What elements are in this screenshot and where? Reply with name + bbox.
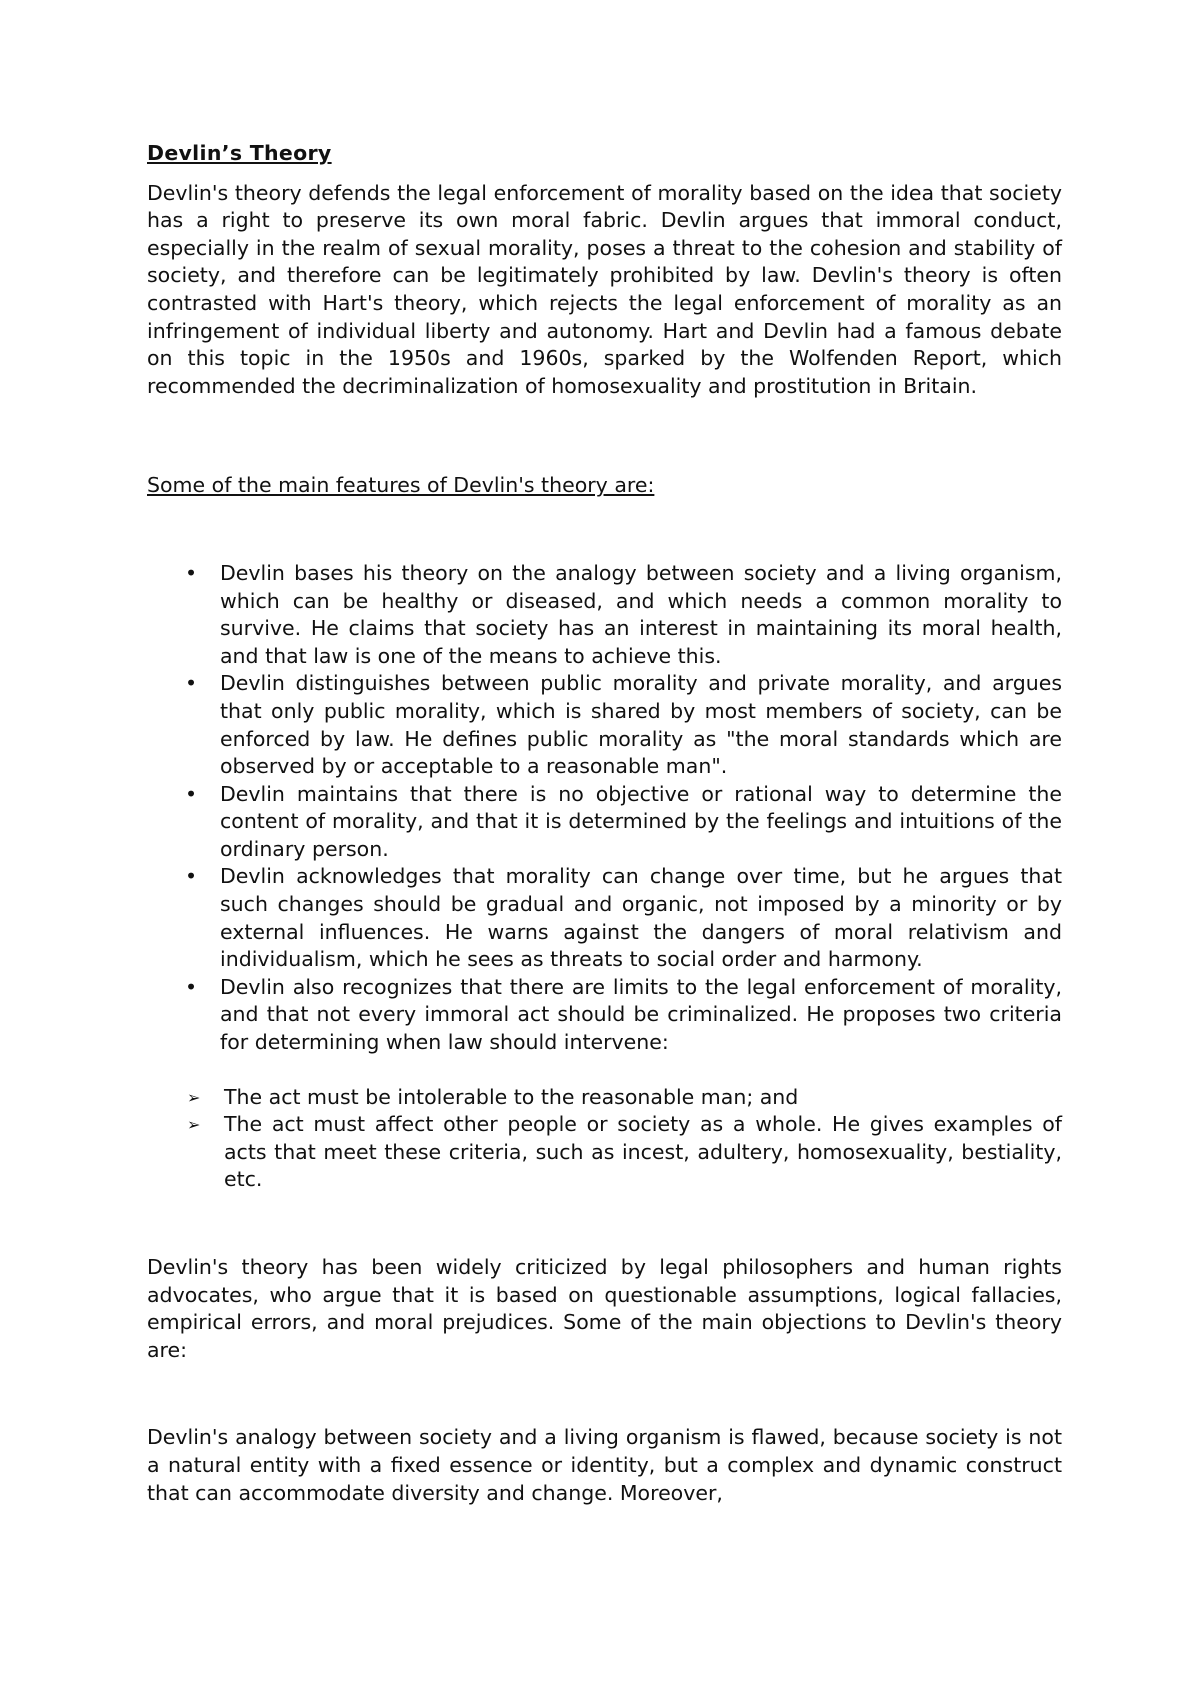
criticism-paragraph: Devlin's theory has been widely criticized by legal philosophers and human rights advocates, who argue that it is based on questionable assumptions, logical fallacies, empirical errors, and moral prejudices. Some of the main objections to Devlin's theory are:: [147, 1255, 1062, 1362]
list-item: [147, 1084, 1062, 1112]
list-item-text: Devlin maintains that there is no objective or rational way to determine the content of morality, and that it is determined by the feelings and intuitions of the ordinary person.: [220, 781, 1062, 861]
intro-paragraph: Devlin's theory defends the legal enforcement of morality based on the idea that society has a right to preserve its own moral fabric. Devlin argues that immoral conduct, especially in the realm of sexual morality, poses a threat to the cohesion and stability of society, and therefore can be legitimately prohibited by law. Devlin's theory is often contrasted with Hart's theory, which rejects the legal enforcement of morality as an infringement of individual liberty and autonomy. Hart and Devlin had a famous debate on this topic in the 1950s and 1960s, sparked by the Wolfenden Report, which recommended the decriminalization of homosexuality and prostitution in Britain.: [147, 180, 1062, 398]
bullet-icon: •: [185, 560, 198, 585]
document-heading: Devlin’s Theory: [147, 141, 332, 165]
criteria-item-text: The act must be intolerable to the reasonable man; and: [224, 1084, 799, 1109]
arrow-bullet-icon: ➢: [187, 1087, 201, 1107]
list-item: [147, 1111, 1062, 1194]
list-item-text: Devlin bases his theory on the analogy between society and a living organism, which can be healthy or diseased, and which needs a common morality to survive. He claims that society has an interest in maintaining its moral health, and that law is one of the means to achieve this.: [220, 560, 1062, 668]
bullet-icon: •: [185, 974, 198, 999]
bullet-icon: •: [185, 781, 198, 806]
list-item-text: Devlin also recognizes that there are limits to the legal enforcement of morality, and that not every immoral act should be criminalized. He proposes two criteria for determining when law should intervene:: [220, 974, 1062, 1055]
criteria-item-text: The act must affect other people or society as a whole. He gives examples of acts that meet these criteria, such as incest, adultery, homosexuality, bestiality, etc.: [224, 1112, 1062, 1192]
list-item: [147, 560, 1062, 670]
list-item-text: Devlin acknowledges that morality can change over time, but he argues that such changes should be gradual and organic, not imposed by a minority or by external influences. He warns against the dangers of moral relativism and individualism, which he sees as threats to social order and harmony.: [220, 864, 1062, 972]
list-item: [147, 781, 1062, 864]
list-item: [147, 670, 1062, 780]
criteria-list: [147, 1084, 1062, 1194]
document-page: [147, 140, 1062, 1507]
bullet-icon: •: [185, 671, 198, 696]
list-item: [147, 974, 1062, 1057]
list-item: [147, 863, 1062, 973]
list-item-text: Devlin distinguishes between public morality and private morality, and argues that only public morality, which is shared by most members of society, can be enforced by law. He defines public morality as "the moral standards which are observed by or acceptable to a reasonable man".: [220, 671, 1062, 779]
objection-paragraph: Devlin's analogy between society and a living organism is flawed, because society is not a natural entity with a fixed essence or identity, but a complex and dynamic construct that can accommodate diversity and change. Moreover,: [147, 1425, 1062, 1505]
features-heading: Some of the main features of Devlin's theory are:: [147, 473, 655, 498]
features-list: [147, 560, 1062, 1057]
arrow-bullet-icon: ➢: [187, 1115, 201, 1135]
bullet-icon: •: [185, 864, 198, 889]
